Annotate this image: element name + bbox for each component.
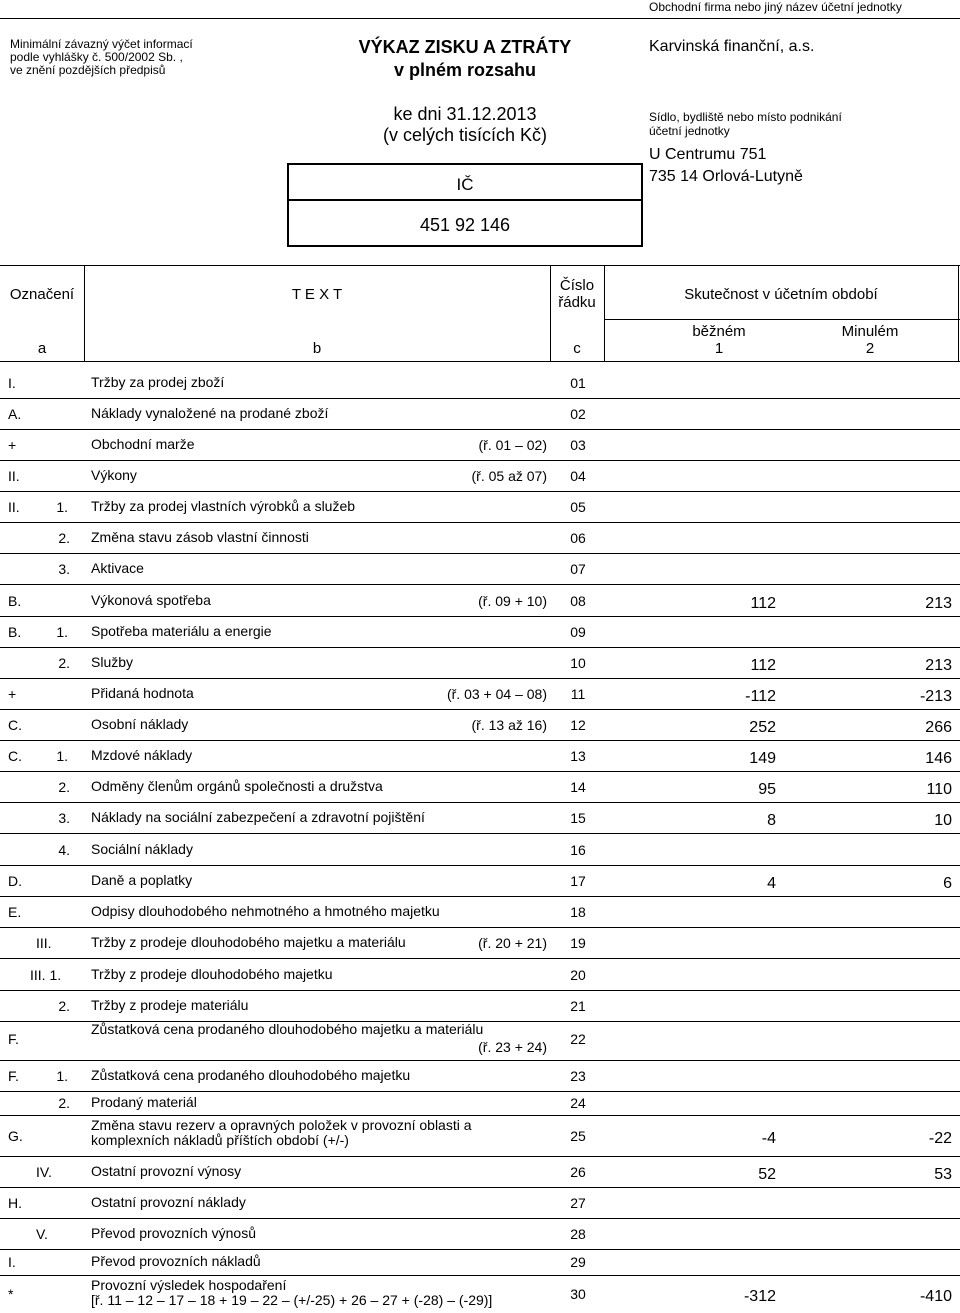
row-number: 30 — [570, 1286, 586, 1302]
row-text: Odpisy dlouhodobého nehmotného a hmotného majetku — [91, 903, 440, 919]
row-number: 26 — [570, 1164, 586, 1180]
row-formula: (ř. 01 – 02) — [478, 437, 547, 453]
col-header-cislo: Číslo řádku — [558, 277, 596, 311]
table-row — [0, 679, 960, 710]
table-row — [0, 1116, 960, 1157]
row-number: 24 — [570, 1095, 586, 1111]
value-previous-period: 213 — [925, 657, 952, 674]
row-number: 17 — [570, 873, 586, 889]
row-subindex: 1. — [56, 1068, 68, 1084]
row-text: Změna stavu zásob vlastní činnosti — [91, 529, 309, 545]
row-number: 08 — [570, 593, 586, 609]
table-row — [0, 1157, 960, 1188]
row-divider — [0, 584, 960, 585]
row-mark: C. — [8, 748, 22, 764]
row-number: 23 — [570, 1068, 586, 1084]
table-top-border — [0, 265, 960, 266]
row-mark: H. — [8, 1195, 22, 1211]
row-text: Mzdové náklady — [91, 747, 193, 763]
row-mark: F. — [8, 1068, 19, 1084]
row-subindex: 2. — [58, 779, 70, 795]
row-text: Provozní výsledek hospodaření [ř. 11 – 12 – 17 – 18 + 19 – 22 – (+/-25) + 26 – 27 + (-28) – (-29)] — [91, 1277, 493, 1308]
row-text: Ostatní provozní výnosy — [91, 1163, 242, 1179]
row-text: Tržby z prodeje dlouhodobého majetku a materiálu — [91, 934, 406, 950]
row-subindex: 1. — [56, 624, 68, 640]
table-row — [0, 1188, 960, 1219]
value-current-period: 112 — [750, 595, 776, 612]
col-sub-minule: Minulém 2 — [841, 323, 899, 357]
row-text: Prodaný materiál — [91, 1094, 197, 1110]
row-text: Osobní náklady — [91, 716, 189, 732]
table-row — [0, 741, 960, 772]
value-previous-period: 213 — [925, 595, 952, 612]
table-row — [0, 991, 960, 1022]
row-mark: D. — [8, 873, 22, 889]
row-divider — [0, 958, 960, 959]
row-formula: (ř. 13 až 16) — [471, 717, 547, 733]
value-current-period: 52 — [758, 1166, 776, 1183]
value-previous-period: -22 — [928, 1130, 952, 1147]
row-text: Výkony — [91, 467, 137, 483]
value-current-period: -312 — [743, 1288, 776, 1305]
table-row — [0, 430, 960, 461]
row-number: 22 — [570, 1031, 586, 1047]
ic-label: IČ — [456, 175, 474, 194]
row-number: 27 — [570, 1195, 586, 1211]
row-text: Aktivace — [91, 560, 144, 576]
ic-divider — [289, 199, 641, 201]
table-row — [0, 586, 960, 617]
row-subindex: III. 1. — [30, 967, 62, 983]
table-row — [0, 1250, 960, 1276]
table-row — [0, 1219, 960, 1250]
row-number: 03 — [570, 437, 586, 453]
col-sub-b: b — [312, 340, 322, 357]
col-header-text: T E X T — [291, 286, 343, 303]
value-previous-period: 53 — [934, 1166, 952, 1183]
ic-value: 451 92 146 — [419, 215, 511, 235]
row-mark: I. — [8, 1254, 16, 1270]
row-text: Spotřeba materiálu a energie — [91, 623, 272, 639]
row-number: 01 — [570, 375, 586, 391]
row-subindex: 3. — [58, 810, 70, 826]
row-number: 07 — [570, 561, 586, 577]
col-header-oznaceni: Označení — [9, 286, 75, 303]
row-mark: B. — [8, 593, 22, 609]
row-text: Daně a poplatky — [91, 872, 193, 888]
row-text: Přidaná hodnota — [91, 685, 194, 701]
value-current-period: 112 — [750, 657, 776, 674]
value-current-period: 149 — [749, 750, 776, 767]
value-previous-period: 146 — [925, 750, 952, 767]
table-subheader-border — [604, 319, 960, 320]
row-subindex: 4. — [58, 842, 70, 858]
table-row — [0, 368, 960, 399]
row-mark: + — [8, 686, 17, 702]
table-header-bottom-border — [0, 361, 960, 362]
value-current-period: 4 — [767, 875, 776, 892]
row-number: 14 — [570, 779, 586, 795]
row-text: Změna stavu rezerv a opravných položek v provozní oblasti a komplexních nákladů příštích období (+/-) — [91, 1117, 472, 1148]
row-number: 06 — [570, 530, 586, 546]
report-title: VÝKAZ ZISKU A ZTRÁTY v plném rozsahu — [358, 37, 572, 80]
row-mark: E. — [8, 904, 22, 920]
row-text: Tržby z prodeje dlouhodobého majetku — [91, 966, 333, 982]
row-text: Obchodní marže — [91, 436, 195, 452]
value-current-period: 8 — [767, 812, 776, 829]
row-text: Náklady vynaložené na prodané zboží — [91, 405, 329, 421]
row-number: 16 — [570, 842, 586, 858]
company-name: Karvinská finanční, a.s. — [649, 38, 815, 55]
value-previous-period: 110 — [926, 781, 952, 798]
table-row — [0, 1019, 960, 1061]
header-divider — [0, 18, 960, 19]
row-divider — [0, 833, 960, 834]
table-row — [0, 461, 960, 492]
table-row — [0, 897, 960, 928]
row-mark: + — [8, 437, 17, 453]
legal-note: Minimální závazný výčet informací podle vyhlášky č. 500/2002 Sb. , ve znění pozdějších předpisů — [10, 37, 193, 77]
row-number: 09 — [570, 624, 586, 640]
table-row — [0, 554, 960, 585]
row-subindex: 2. — [58, 998, 70, 1014]
row-number: 02 — [570, 406, 586, 422]
table-row — [0, 960, 960, 991]
table-row — [0, 928, 960, 959]
value-previous-period: -213 — [919, 688, 952, 705]
row-formula: (ř. 20 + 21) — [478, 935, 547, 951]
table-row — [0, 866, 960, 897]
row-text: Sociální náklady — [91, 841, 193, 857]
row-number: 20 — [570, 967, 586, 983]
row-formula: (ř. 05 až 07) — [471, 468, 547, 484]
row-text: Výkonová spotřeba — [91, 592, 211, 608]
col-header-skutecnost: Skutečnost v účetním období — [684, 286, 878, 303]
row-text: Tržby za prodej vlastních výrobků a služeb — [91, 498, 356, 514]
col-sub-a: a — [37, 340, 47, 357]
row-mark: F. — [8, 1031, 19, 1047]
seat-label: Sídlo, bydliště nebo místo podnikání účetní jednotky — [649, 110, 842, 138]
col-sub-c: c — [573, 340, 581, 357]
value-previous-period: 266 — [925, 719, 952, 736]
row-mark: A. — [8, 406, 22, 422]
row-number: 13 — [570, 748, 586, 764]
value-current-period: 252 — [749, 719, 776, 736]
table-row — [0, 617, 960, 648]
address-street: U Centrumu 751 — [649, 146, 767, 163]
row-mark: I. — [8, 375, 16, 391]
value-current-period: -112 — [745, 688, 776, 705]
row-mark: * — [8, 1286, 14, 1302]
row-text: Ostatní provozní náklady — [91, 1194, 246, 1210]
row-number: 25 — [570, 1128, 586, 1144]
value-current-period: 95 — [758, 781, 776, 798]
row-number: 29 — [570, 1254, 586, 1270]
value-current-period: -4 — [761, 1130, 776, 1147]
row-text: Zůstatková cena prodaného dlouhodobého majetku — [91, 1067, 411, 1083]
row-text: Tržby za prodej zboží — [91, 374, 225, 390]
row-text: Převod provozních výnosů — [91, 1225, 256, 1241]
row-formula: (ř. 23 + 24) — [478, 1039, 547, 1055]
row-text: Zůstatková cena prodaného dlouhodobého majetku a materiálu — [91, 1021, 484, 1037]
company-name-label: Obchodní firma nebo jiný název účetní jednotky — [649, 0, 902, 14]
value-previous-period: 6 — [943, 875, 952, 892]
row-number: 10 — [570, 655, 586, 671]
table-row — [0, 1061, 960, 1092]
row-formula: (ř. 03 + 04 – 08) — [446, 686, 547, 702]
table-row — [0, 772, 960, 803]
table-row — [0, 1276, 960, 1313]
row-number: 11 — [570, 686, 586, 702]
row-subindex: III. — [36, 935, 52, 951]
row-mark: II. — [8, 499, 20, 515]
row-number: 04 — [570, 468, 586, 484]
row-subindex: 1. — [56, 748, 68, 764]
table-row — [0, 835, 960, 866]
row-subindex: 3. — [58, 561, 70, 577]
row-number: 18 — [570, 904, 586, 920]
row-number: 15 — [570, 810, 586, 826]
row-number: 05 — [570, 499, 586, 515]
row-subindex: V. — [36, 1226, 48, 1242]
value-previous-period: -410 — [919, 1288, 952, 1305]
row-mark: C. — [8, 717, 22, 733]
row-number: 19 — [570, 935, 586, 951]
row-subindex: 1. — [56, 499, 68, 515]
row-formula: (ř. 09 + 10) — [478, 593, 547, 609]
table-row — [0, 1092, 960, 1116]
row-text: Převod provozních nákladů — [91, 1253, 261, 1269]
row-text: Služby — [91, 654, 134, 670]
row-number: 28 — [570, 1226, 586, 1242]
table-row — [0, 648, 960, 679]
row-text: Tržby z prodeje materiálu — [91, 997, 249, 1013]
row-number: 21 — [570, 998, 586, 1014]
row-text: Odměny členům orgánů společnosti a družstva — [91, 778, 383, 794]
table-row — [0, 492, 960, 523]
table-row — [0, 710, 960, 741]
row-subindex: IV. — [36, 1164, 52, 1180]
value-previous-period: 10 — [934, 812, 952, 829]
row-mark: II. — [8, 468, 20, 484]
row-text: Náklady na sociální zabezpečení a zdravotní pojištění — [91, 809, 425, 825]
row-subindex: 2. — [58, 1095, 70, 1111]
row-mark: G. — [8, 1128, 23, 1144]
table-row — [0, 399, 960, 430]
report-date: ke dni 31.12.2013 (v celých tisících Kč) — [382, 104, 548, 145]
row-subindex: 2. — [58, 530, 70, 546]
row-number: 12 — [570, 717, 586, 733]
row-mark: B. — [8, 624, 22, 640]
col-sub-bezne: běžném 1 — [692, 323, 746, 357]
table-row — [0, 523, 960, 554]
row-subindex: 2. — [58, 655, 70, 671]
ic-box — [287, 163, 643, 247]
table-row — [0, 803, 960, 834]
address-city: 735 14 Orlová-Lutyně — [649, 168, 803, 185]
